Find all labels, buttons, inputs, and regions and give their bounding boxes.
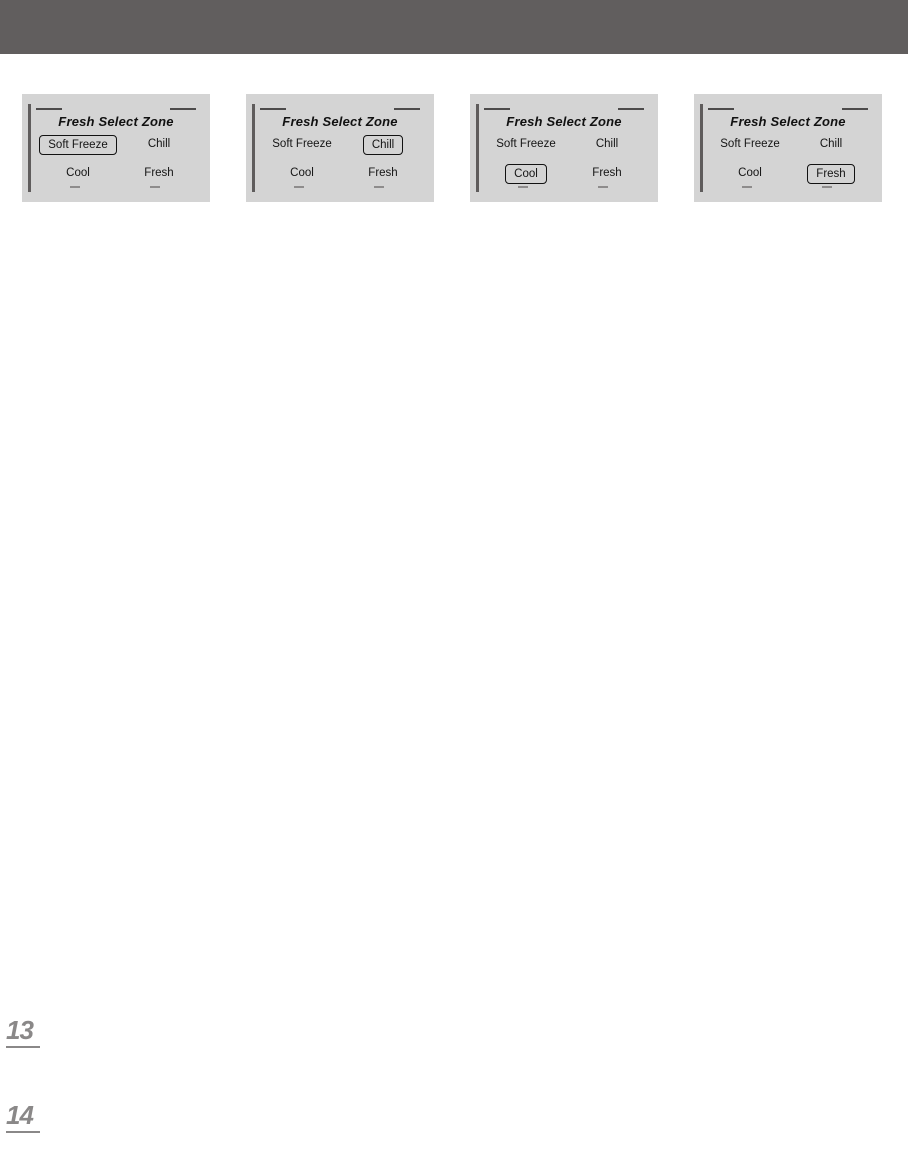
- option-label: Cool: [66, 167, 90, 179]
- option-fresh[interactable]: [122, 164, 196, 182]
- option-chill[interactable]: [570, 135, 644, 153]
- option-label: Cool: [290, 167, 314, 179]
- panel-rule-right: [842, 108, 868, 110]
- step-number-13: 13: [6, 1015, 33, 1045]
- option-label: Fresh: [592, 167, 622, 179]
- option-fresh[interactable]: [794, 164, 868, 184]
- panel-title: Fresh Select Zone: [282, 114, 398, 129]
- panel-tick-mark: [150, 186, 160, 188]
- option-label: Fresh: [144, 167, 174, 179]
- fresh-select-zone-panel: [694, 94, 882, 202]
- option-label: Chill: [819, 138, 843, 150]
- fresh-select-zone-panel: [470, 94, 658, 202]
- option-cool[interactable]: [708, 164, 792, 182]
- fresh-select-zone-panel: [22, 94, 210, 202]
- step-number-13-underline: [6, 1046, 40, 1048]
- option-label: Chill: [595, 138, 619, 150]
- panel-title: Fresh Select Zone: [730, 114, 846, 129]
- option-label: Soft Freeze: [720, 138, 780, 150]
- panel-rule-left: [36, 108, 62, 110]
- panel-rule-left: [260, 108, 286, 110]
- panel-rule-left: [708, 108, 734, 110]
- option-label: Chill: [147, 138, 171, 150]
- option-label: Chill: [363, 135, 403, 155]
- option-soft-freeze[interactable]: [708, 135, 792, 153]
- step-number-14: 14: [6, 1100, 33, 1130]
- page-header-banner: [0, 0, 908, 54]
- option-soft-freeze[interactable]: [260, 135, 344, 153]
- option-label: Soft Freeze: [272, 138, 332, 150]
- panel-tick-mark: [742, 186, 752, 188]
- panel-rule-right: [394, 108, 420, 110]
- option-cool[interactable]: [36, 164, 120, 182]
- panel-tick-mark: [598, 186, 608, 188]
- panel-tick-mark: [822, 186, 832, 188]
- option-cool[interactable]: [484, 164, 568, 184]
- option-chill[interactable]: [794, 135, 868, 153]
- panel-title: Fresh Select Zone: [506, 114, 622, 129]
- option-fresh[interactable]: [346, 164, 420, 182]
- panel-rule-left: [484, 108, 510, 110]
- fresh-select-zone-panel: [246, 94, 434, 202]
- step-number-14-underline: [6, 1131, 40, 1133]
- panel-tick-mark: [374, 186, 384, 188]
- option-soft-freeze[interactable]: [36, 135, 120, 155]
- panel-tick-mark: [294, 186, 304, 188]
- panel-title: Fresh Select Zone: [58, 114, 174, 129]
- option-soft-freeze[interactable]: [484, 135, 568, 153]
- option-chill[interactable]: [346, 135, 420, 155]
- option-label: Cool: [738, 167, 762, 179]
- option-label: Soft Freeze: [496, 138, 556, 150]
- page-header-banner-inner: [18, 0, 908, 54]
- option-fresh[interactable]: [570, 164, 644, 182]
- option-label: Fresh: [807, 164, 854, 184]
- panel-tick-mark: [518, 186, 528, 188]
- option-label: Cool: [505, 164, 547, 184]
- option-label: Soft Freeze: [39, 135, 116, 155]
- panel-rule-right: [170, 108, 196, 110]
- option-label: Fresh: [368, 167, 398, 179]
- option-chill[interactable]: [122, 135, 196, 153]
- option-cool[interactable]: [260, 164, 344, 182]
- panel-rule-right: [618, 108, 644, 110]
- panel-tick-mark: [70, 186, 80, 188]
- fresh-select-zone-panel-group: [0, 94, 908, 204]
